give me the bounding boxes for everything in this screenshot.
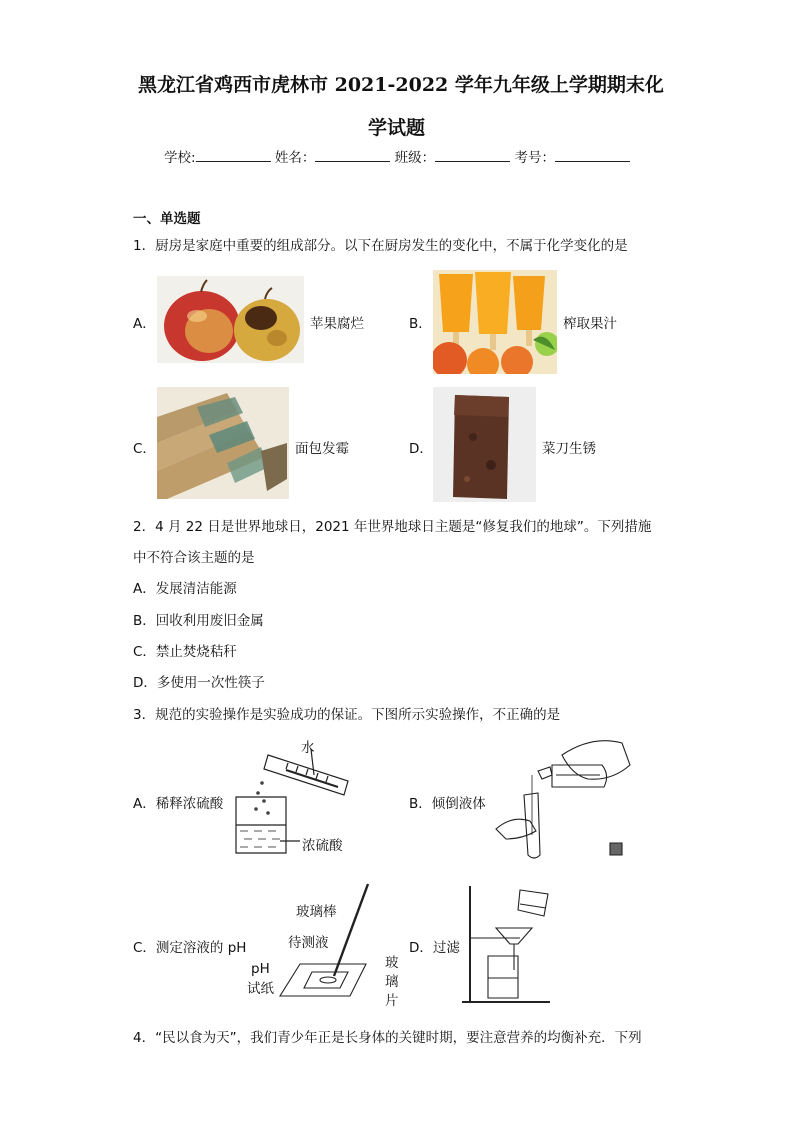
field-school-label: 学校: (164, 150, 196, 166)
q1-option-c-text: 面包发霉 (295, 441, 349, 457)
q1-option-d-letter: D． (409, 441, 433, 457)
q2-option-b: B．回收利用废旧金属 (133, 613, 264, 629)
pour-liquid-figure (492, 735, 640, 863)
q1-option-b-text: 榨取果汁 (563, 316, 617, 332)
field-name-blank[interactable] (315, 147, 390, 162)
rusty-knife-image (433, 387, 536, 502)
field-school-blank[interactable] (196, 147, 271, 162)
q3-option-c-label: C．测定溶液的 pH (133, 940, 247, 956)
fig-c-glass-label-1: 玻 (385, 955, 399, 971)
student-info-fields (164, 146, 630, 166)
title-line-2: 学试题 (368, 117, 426, 139)
q2-option-a: A．发展清洁能源 (133, 581, 237, 597)
q3-option-b-label: B．倾倒液体 (409, 796, 486, 812)
field-examno-label: 考号： (514, 150, 555, 166)
apple-image (157, 276, 304, 363)
fig-c-glass-label-3: 片 (385, 993, 399, 1009)
q2-stem-line-2: 中不符合该主题的是 (133, 550, 255, 566)
q1-option-d-text: 菜刀生锈 (542, 441, 596, 457)
title-line-1: 黑龙江省鸡西市虎林市 2021-2022 学年九年级上学期期末化 (138, 74, 664, 96)
field-examno-blank[interactable] (555, 147, 630, 162)
q3-option-a-label: A．稀释浓硫酸 (133, 796, 224, 812)
fig-c-paper-label: 试纸 (247, 981, 274, 997)
q2-stem-line-1: 2．4 月 22 日是世界地球日，2021 年世界地球日主题是“修复我们的地球”。下列措施 (133, 519, 652, 535)
q1-option-a-letter: A． (133, 316, 156, 332)
q3-stem: 3．规范的实验操作是实验成功的保证。下图所示实验操作，不正确的是 (133, 707, 561, 723)
q3-option-d-label: D．过滤 (409, 940, 460, 956)
fig-a-acid-label: 浓硫酸 (302, 838, 343, 854)
q1-option-a-text: 苹果腐烂 (310, 316, 364, 332)
q2-option-d: D．多使用一次性筷子 (133, 675, 265, 691)
q2-option-c: C．禁止焚烧秸秆 (133, 644, 237, 660)
q4-stem: 4．“民以食为天”，我们青少年正是长身体的关键时期，要注意营养的均衡补充．下列 (133, 1030, 642, 1046)
q1-stem: 1．厨房是家庭中重要的组成部分。以下在厨房发生的变化中，不属于化学变化的是 (133, 238, 628, 254)
fig-c-glass-label-2: 璃 (385, 974, 399, 990)
field-name-label: 姓名： (274, 150, 316, 166)
q1-option-b-letter: B． (409, 316, 432, 332)
section-heading: 一、单选题 (133, 211, 201, 227)
fruit-juice-image (433, 270, 557, 374)
moldy-bread-image (157, 387, 289, 499)
field-class-label: 班级： (394, 150, 436, 166)
field-class-blank[interactable] (435, 147, 510, 162)
fig-c-solution-label: 待测液 (288, 935, 329, 951)
q1-option-c-letter: C． (133, 441, 156, 457)
fig-a-water-label: 水 (301, 740, 315, 756)
filtration-figure (460, 880, 556, 1008)
fig-c-rod-label: 玻璃棒 (296, 904, 337, 920)
fig-c-ph-label: pH (251, 961, 270, 977)
